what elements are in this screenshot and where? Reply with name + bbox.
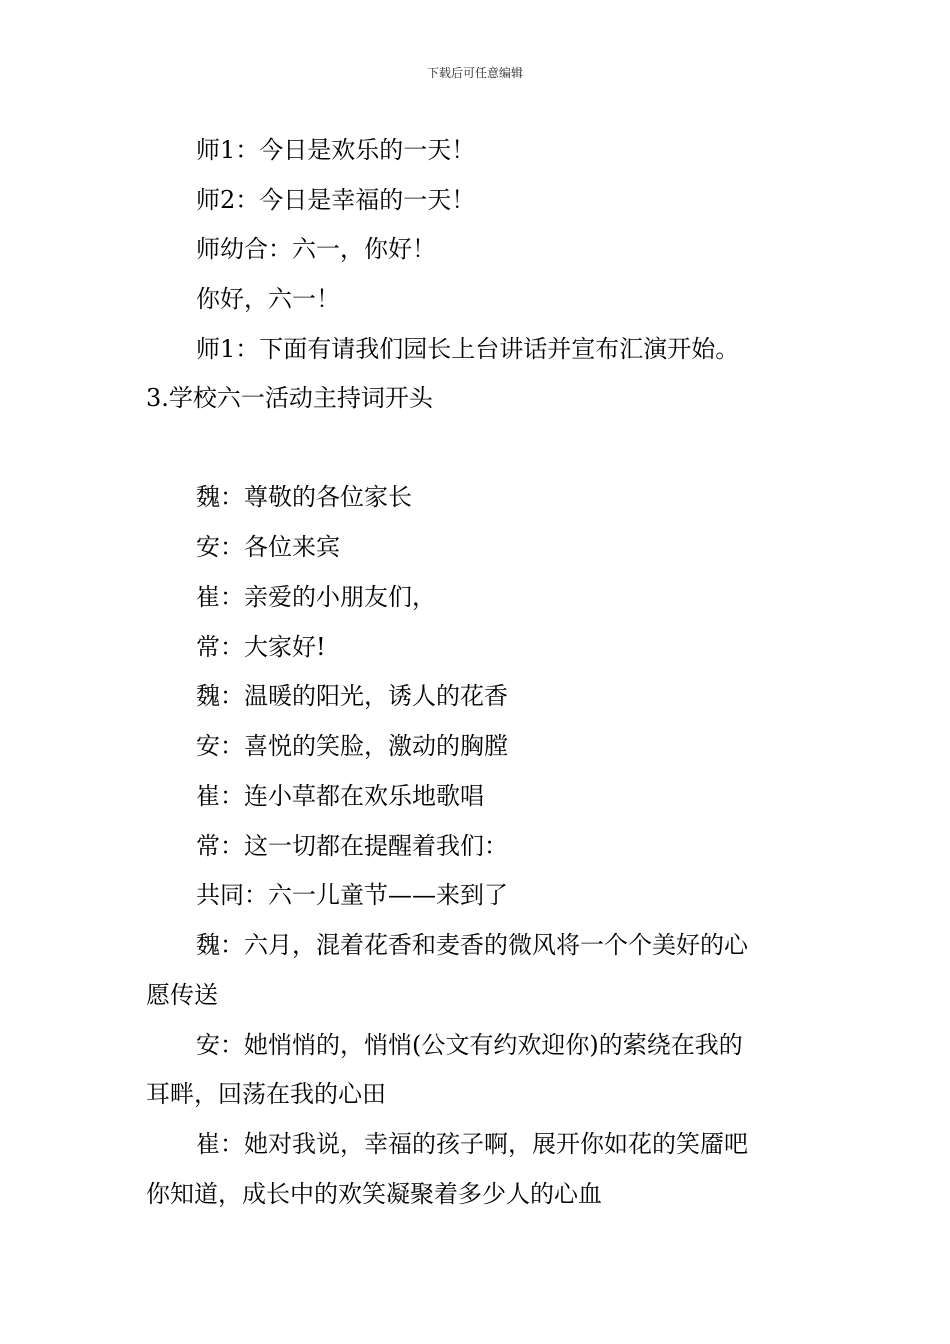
text-line: 你好，六一！ — [196, 285, 340, 313]
text-line: 师1：今日是欢乐的一天！ — [196, 136, 476, 164]
text-line: 崔：她对我说，幸福的孩子啊，展开你如花的笑靥吧 — [196, 1130, 748, 1158]
section-heading: 3.学校六一活动主持词开头 — [146, 384, 433, 412]
text-line: 你知道，成长中的欢笑凝聚着多少人的心血 — [146, 1180, 602, 1208]
text-line: 常：这一切都在提醒着我们： — [196, 832, 508, 860]
text-line: 魏：温暖的阳光，诱人的花香 — [196, 682, 508, 710]
text-line: 愿传送 — [146, 981, 218, 1009]
text-line: 魏：尊敬的各位家长 — [196, 483, 412, 511]
page-header: 下载后可任意编辑 — [426, 66, 523, 80]
text-line: 安：她悄悄的，悄悄(公文有约欢迎你)的萦绕在我的 — [196, 1031, 743, 1059]
text-line: 师1：下面有请我们园长上台讲话并宣布汇演开始。 — [196, 335, 740, 363]
text-line: 魏：六月，混着花香和麦香的微风将一个个美好的心 — [196, 931, 748, 959]
text-line: 安：喜悦的笑脸，激动的胸膛 — [196, 732, 508, 760]
text-line: 耳畔，回荡在我的心田 — [146, 1080, 386, 1108]
text-line: 共同：六一儿童节——来到了 — [196, 881, 508, 909]
text-line: 安：各位来宾 — [196, 533, 340, 561]
text-line: 崔：连小草都在欢乐地歌唱 — [196, 782, 484, 810]
text-line: 常：大家好! — [196, 633, 326, 661]
text-line: 崔：亲爱的小朋友们， — [196, 583, 436, 611]
text-line: 师幼合：六一，你好！ — [196, 235, 436, 263]
text-line: 师2：今日是幸福的一天！ — [196, 186, 476, 214]
